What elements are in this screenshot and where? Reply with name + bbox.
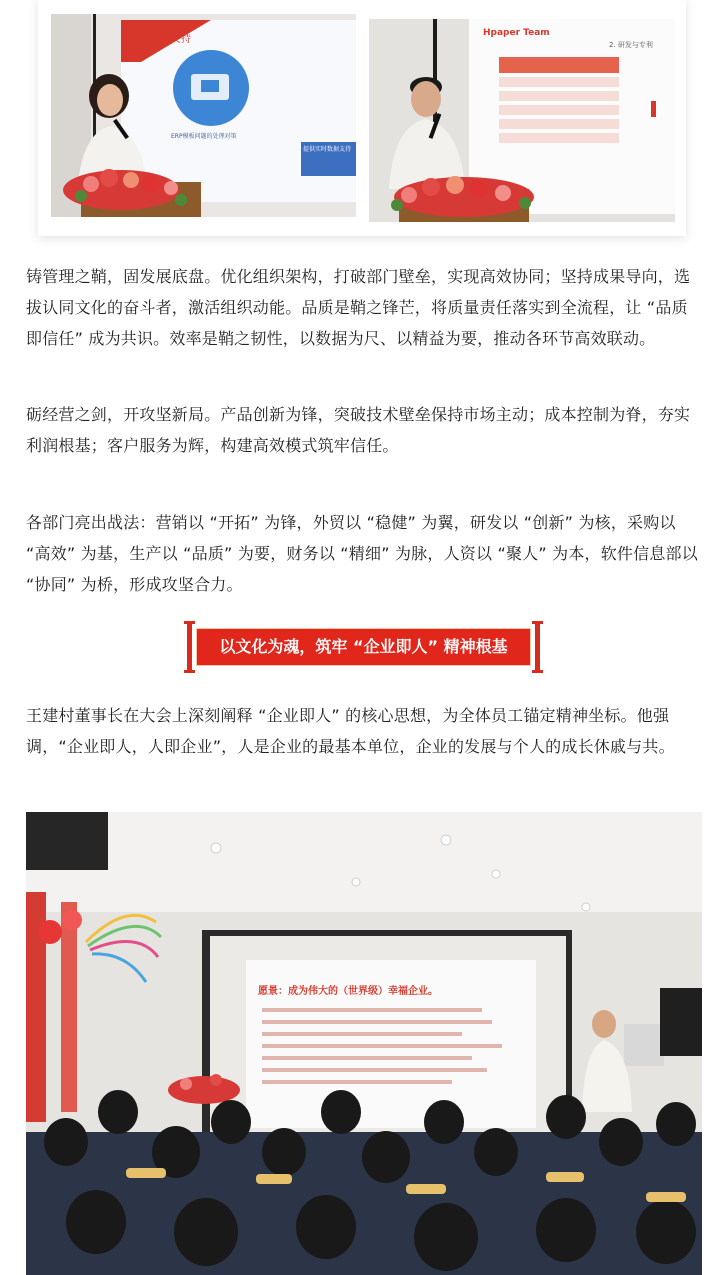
left-slide-side-text: 提供实时数据支持 bbox=[303, 146, 352, 153]
speaker-photo-left bbox=[51, 14, 356, 217]
auditorium-slide-title: 愿景：成为伟大的（世界级）幸福企业。 bbox=[258, 986, 438, 997]
paragraph-management: 铸管理之鞘，固发展底盘。优化组织架构，打破部门壁垒，实现高效协同；坚持成果导向，选拔认同文化的奋斗者，激活组织动能。品质是鞘之锋芒，将质量责任落实到全流程，让 “品质即信任” 成为共识。效率是鞘之韧性，以数据为尺、以精益为要，推动各环节高效联动。 bbox=[26, 267, 691, 348]
left-slide-caption: ERP模板问题的处理对策 bbox=[171, 133, 237, 140]
banner-title: 以文化为魂，筑牢 “企业即人” 精神根基 bbox=[196, 628, 531, 666]
banner-right-bracket bbox=[535, 624, 540, 670]
left-slide-heading: 支持 bbox=[171, 34, 191, 45]
auditorium-photo bbox=[26, 812, 702, 1275]
banner-left-bracket bbox=[187, 624, 192, 670]
section-banner bbox=[187, 622, 540, 672]
paragraph-chairman: 王建村董事长在大会上深刻阐释 “企业即人” 的核心思想，为全体员工锚定精神坐标。他强调，“企业即人，人即企业”，人是企业的最基本单位，企业的发展与个人的成长休戚与共。 bbox=[26, 706, 675, 756]
photo-card bbox=[38, 0, 686, 236]
right-slide-heading: 2. 研发与专利 bbox=[609, 41, 653, 49]
paragraph-departments: 各部门亮出战法：营销以 “开拓” 为锋，外贸以 “稳健” 为翼，研发以 “创新” 为核，采购以 “高效” 为基，生产以 “品质” 为要，财务以 “精细” 为脉，人资以 “聚人” 为本，软件信息部以 “协同” 为桥，形成攻坚合力。 bbox=[26, 513, 698, 594]
speaker-photo-right bbox=[369, 19, 675, 222]
right-slide-logo: Hpaper Team bbox=[483, 28, 550, 38]
paragraph-operations: 砺经营之剑，开攻坚新局。产品创新为锋，突破技术壁垒保持市场主动；成本控制为脊，夯实利润根基；客户服务为辉，构建高效模式筑牢信任。 bbox=[26, 405, 691, 455]
